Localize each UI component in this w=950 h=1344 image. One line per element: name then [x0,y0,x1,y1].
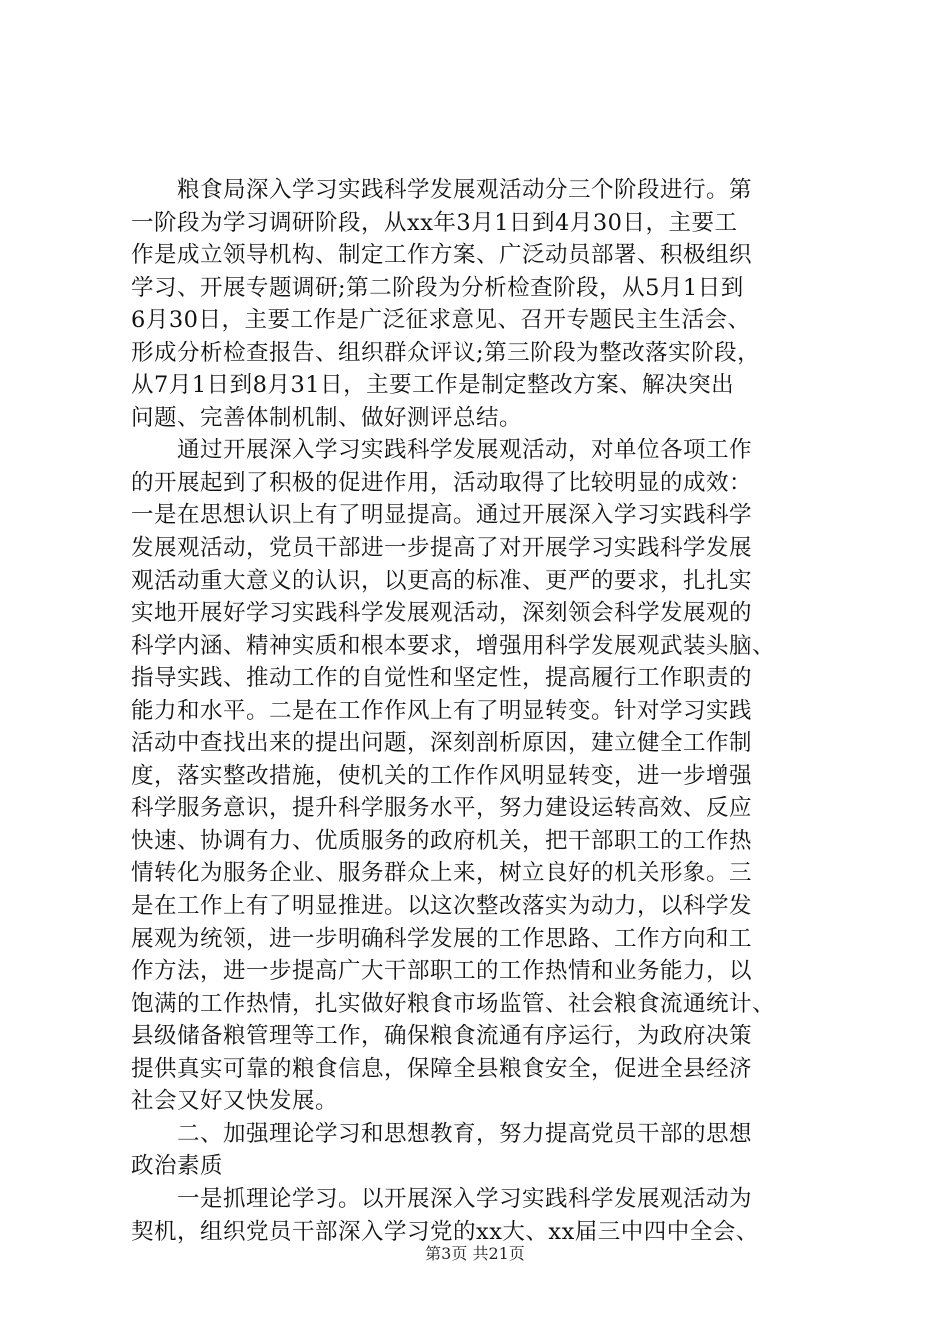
text-line: 实地开展好学习实践科学发展观活动，深刻领会科学发展观的 [131,600,753,627]
text-line: 形成分析检查报告、组织群众评议;第三阶段为整改落实阶段， [131,339,761,366]
text-line: 一阶段为学习调研阶段，从xx年3月1日到4月30日，主要工 [131,209,738,236]
text-line: 提供真实可靠的粮食信息，保障全县粮食安全，促进全县经济 [131,1055,753,1082]
text-line: 一是在思想认识上有了明显提高。通过开展深入学习实践科学 [131,502,753,529]
text-line: 县级储备粮管理等工作，确保粮食流通有序运行，为政府决策 [131,1023,753,1050]
section-heading-line: 二、加强理论学习和思想教育，努力提高党员干部的思想 [131,1120,753,1147]
text-line: 契机，组织党员干部深入学习党的xx大、xx届三中四中全会、 [131,1218,759,1245]
text-line: 粮食局深入学习实践科学发展观活动分三个阶段进行。第 [131,177,753,203]
text-line: 科学服务意识，提升科学服务水平，努力建设运转高效、反应 [131,795,753,822]
text-line: 能力和水平。二是在工作作风上有了明显转变。针对学习实践 [131,697,753,724]
text-line: 快速、协调有力、优质服务的政府机关，把干部职工的工作热 [131,827,753,854]
text-line: 作是成立领导机构、制定工作方案、广泛动员部署、积极组织 [131,242,753,269]
text-line: 通过开展深入学习实践科学发展观活动，对单位各项工作 [131,437,753,464]
text-line: 社会又好又快发展。 [131,1088,339,1115]
text-line: 作方法，进一步提高广大干部职工的工作热情和业务能力，以 [131,958,753,985]
text-line: 从7月1日到8月31日，主要工作是制定整改方案、解决突出 [131,372,735,399]
text-line: 问题、完善体制机制、做好测评总结。 [131,404,523,431]
text-line: 科学内涵、精神实质和根本要求，增强用科学发展观武装头脑、 [131,632,776,659]
document-body [131,174,831,1248]
text-line: 指导实践、推动工作的自觉性和坚定性，提高履行工作职责的 [131,665,753,692]
text-line: 情转化为服务企业、服务群众上来，树立良好的机关形象。三 [131,860,753,887]
page-number-footer: 第3页 共21页 [425,1244,525,1263]
section-heading-line: 政治素质 [131,1153,224,1180]
text-line: 饱满的工作热情，扎实做好粮食市场监管、社会粮食流通统计、 [131,990,776,1017]
text-line: 一是抓理论学习。以开展深入学习实践科学发展观活动为 [131,1185,753,1212]
text-line: 度，落实整改措施，使机关的工作作风明显转变，进一步增强 [131,762,753,789]
text-line: 6月30日，主要工作是广泛征求意见、召开专题民主生活会、 [131,307,751,334]
text-line: 是在工作上有了明显推进。以这次整改落实为动力，以科学发 [131,893,753,920]
text-line: 的开展起到了积极的促进作用，活动取得了比较明显的成效： [131,469,753,496]
text-line: 活动中查找出来的提出问题，深刻剖析原因，建立健全工作制 [131,730,753,757]
text-line: 学习、开展专题调研;第二阶段为分析检查阶段，从5月1日到 [131,274,744,301]
text-line: 展观为统领，进一步明确科学发展的工作思路、工作方向和工 [131,925,753,952]
text-line: 观活动重大意义的认识，以更高的标准、更严的要求，扎扎实 [131,567,753,594]
text-line: 发展观活动，党员干部进一步提高了对开展学习实践科学发展 [131,535,753,562]
